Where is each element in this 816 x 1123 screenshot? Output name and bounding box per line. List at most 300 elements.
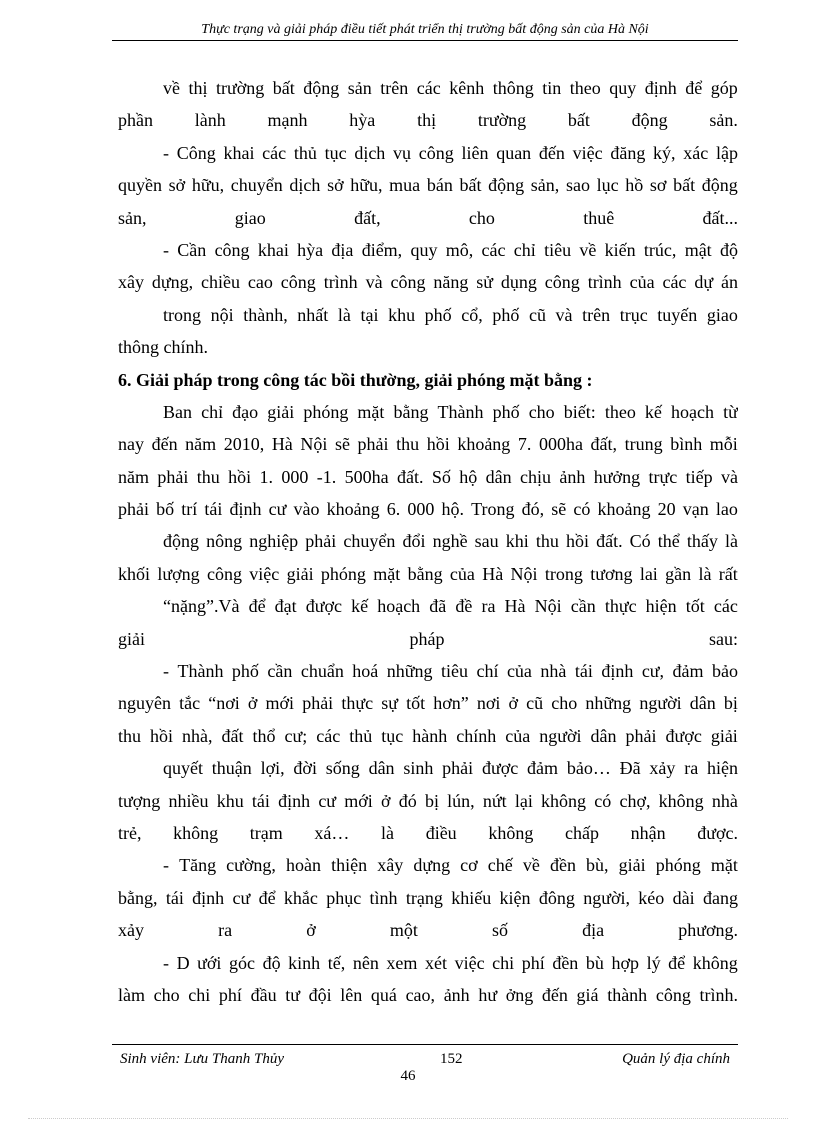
word: phải [357,434,389,455]
word: hồi [150,725,174,746]
word: trên [582,304,611,325]
word: xây [118,272,144,293]
text-line [118,72,738,104]
word: khu [216,790,244,811]
word: phóng [655,855,701,876]
word: ở [247,693,258,714]
word: nội [210,304,234,325]
word: trí [181,499,198,520]
text-line [118,104,738,136]
word: định [644,78,677,98]
word: nhận [630,822,666,843]
word: ra [481,596,496,617]
word: sản. [709,110,738,131]
word: hộ. [441,499,465,520]
word: phóng [303,401,349,422]
word: nay [118,434,144,455]
word: trạng [405,887,443,908]
word: và [365,272,383,293]
word: mật [684,239,712,260]
word: thuê [583,207,615,228]
body-text [118,72,738,1011]
word: bảo… [566,758,611,779]
word: hư [478,984,498,1005]
word: không [488,822,534,843]
word: thu [535,531,559,552]
word: giá [576,984,599,1005]
word: trực [648,466,678,487]
word: khai [257,239,289,260]
word: ảnh [559,466,586,487]
word: bị [424,790,439,811]
word: tốt [406,693,426,714]
word: Trong [471,499,515,520]
word: chỉ [201,401,224,422]
word: trường [477,110,527,131]
word: ở [381,790,391,811]
word: tục [324,142,347,163]
word: dự [694,272,714,293]
word: tin [542,78,562,98]
word: phố [424,304,452,325]
word: phí [521,952,545,973]
word: thu [396,434,420,455]
word: được [481,758,519,779]
word: thổ [252,725,276,746]
word: cũ [526,693,544,714]
word: phương. [678,920,738,941]
word: dựng [413,855,451,876]
word: phải [305,531,337,552]
word: đề [455,596,473,617]
text-line [118,590,738,622]
text-line [118,720,738,752]
word: đền [549,855,576,876]
word: hữu, [350,175,383,196]
word: công [418,142,454,163]
word: thành [607,984,648,1005]
word: xảy [649,758,676,779]
word: nhà [540,661,567,682]
word: được [665,725,702,746]
word: từ [723,401,738,422]
word: cổ, [461,304,483,325]
word: cư; [284,725,308,746]
page-edge [28,1118,788,1119]
word: sống [325,758,360,779]
word: hữu, [191,175,225,196]
word: phải [302,693,334,714]
word: lập [715,142,738,163]
word: hỳa [297,239,324,260]
word: khối [118,563,151,584]
word: sử [476,272,494,293]
word: 1. [259,466,274,487]
word: Số [431,466,451,487]
word: công [544,272,580,293]
word: để [668,952,686,973]
word: tư [285,984,300,1005]
word: hưởng [593,466,641,487]
word: phục [326,887,362,908]
word: được [305,596,343,617]
word: xác [683,142,709,163]
word: dân [689,693,716,714]
word: đến [541,984,568,1005]
word: tắc [179,693,201,714]
word: ra [218,920,233,941]
text-line [118,137,738,169]
word: chí [476,661,499,682]
word: nên [352,952,379,973]
word: đó, [521,499,545,520]
word: sản, [530,175,560,196]
word: sau [474,531,499,552]
word: chính [456,725,497,746]
word: giải [118,628,145,649]
word: cư [318,790,337,811]
word: thủ [293,142,317,163]
word: “nơi [208,693,240,714]
word: cho [153,984,180,1005]
word: mặt [357,401,385,422]
word: tình [369,887,398,908]
word: hiện [707,758,738,779]
word: tái [204,499,223,520]
word: quyền [118,175,162,196]
word: phí [218,984,242,1005]
word: Tăng [179,855,217,876]
word: thị [417,110,437,131]
word: chiều [201,272,241,293]
word: đất. [397,466,424,487]
word: tục [381,725,404,746]
word: số [491,920,508,941]
word: “nặng”.Và [163,596,240,617]
word: bán [426,175,453,196]
word: người, [583,887,630,908]
word: không [173,822,219,843]
word: nhiều [168,790,209,811]
word: động [488,175,525,196]
word: dân [485,466,512,487]
word: Thành [437,401,484,422]
word: phải [625,725,657,746]
word: dân [368,758,395,779]
word: động [701,175,738,196]
word: có [594,790,612,811]
word: quyết [163,758,203,779]
word: độ [719,239,738,260]
word: - [163,855,169,876]
word: về [579,239,597,260]
word: hộ [459,466,478,487]
word: hoạch [671,401,714,422]
text-line [118,979,738,1011]
word: và [555,304,573,325]
word: quy [410,239,438,260]
word: đời [293,758,317,779]
word: phải [442,758,474,779]
word: bù, [586,855,609,876]
text-line [118,623,738,655]
word: định [601,661,634,682]
word: hoạch [377,596,421,617]
word: động [163,531,199,552]
word: thực [604,596,637,617]
word: định [192,887,225,908]
word: nhà [711,790,738,811]
page-number: 46 [400,1068,416,1084]
word: Đã [619,758,641,779]
word: mua [389,175,421,196]
word: công [214,239,250,260]
word: đổi [402,531,426,552]
word: khu [388,304,416,325]
word: đất, [590,434,618,455]
word: năm [118,466,149,487]
word: mô, [445,239,474,260]
word: nhất [297,304,329,325]
word: phố [492,401,520,422]
word: chịu [520,466,552,487]
word: thuận [211,758,252,779]
word: bất [459,175,482,196]
word: nhà, [182,725,213,746]
word: không [658,790,704,811]
word: của [505,725,531,746]
word: lý [646,952,661,973]
word: cần [570,596,596,617]
word: chỉ [513,239,536,260]
text-line: thông chính. [118,337,208,358]
word: đã [429,596,447,617]
word: sau: [709,628,738,649]
word: mạnh [267,110,308,131]
word: khoảng [457,434,511,455]
word: là [337,304,351,325]
word: Hà [271,434,293,455]
word: hoá [352,661,379,682]
word: là [698,563,712,584]
word: 6. [386,499,401,520]
word: thị [188,78,208,98]
word: khi [505,531,529,552]
word: đến [538,142,565,163]
word: quan [496,142,532,163]
word: chi [188,984,211,1005]
text-line [118,849,738,881]
word: bình [670,434,703,455]
word: sản [347,78,372,98]
word: các [713,596,738,617]
word: sơ [649,175,667,196]
word: để [258,887,276,908]
footer-page: 152 [440,1051,463,1067]
word: lên [340,984,363,1005]
word: giao [234,207,266,228]
word: án [720,272,738,293]
word: 7. [517,434,532,455]
word: đang [702,887,738,908]
section-heading: 6. Giải pháp trong công tác bồi thường, giải phóng mặt bằng : [118,369,593,390]
word: dựng, [151,272,194,293]
word: ở [508,693,519,714]
word: dài [672,887,695,908]
word: tái [251,790,270,811]
word: bố [156,499,175,520]
word: cường, [226,855,276,876]
word: hơn” [433,693,469,714]
text-line [118,493,738,525]
word: -1. [316,466,337,487]
word: việc [249,563,280,584]
word: bằng [393,401,429,422]
word: giải [710,725,738,746]
word: bị [723,693,738,714]
word: 500ha [344,466,389,487]
word: tuyến [657,304,698,325]
word: khắc [283,887,318,908]
word: đông [538,887,575,908]
word: đất [221,725,244,746]
word: sản, [118,207,147,228]
word: tế, [327,952,346,973]
word: cư [232,887,251,908]
word: trúc, [643,239,677,260]
word: 20 [657,499,676,520]
word: Nội [300,434,328,455]
word: Công [176,142,216,163]
word: các [416,78,441,98]
word: tốt [685,596,705,617]
word: nứt [482,790,507,811]
word: nguyên [118,693,171,714]
word: đến [151,434,178,455]
word: Có [629,531,651,552]
text-line [118,817,738,849]
word: giải [618,855,646,876]
text-line [118,785,738,817]
word: địa [331,239,354,260]
word: - [163,952,169,973]
word: khiếu [451,887,492,908]
word: đảm [672,661,704,682]
word: việc [454,952,485,973]
word: trong [163,304,201,325]
word: thấy [686,531,718,552]
word: thể [657,531,680,552]
text-line [118,299,738,331]
text-line [118,558,738,590]
text-line [118,655,738,687]
word: kế [644,401,662,422]
word: dân [590,725,617,746]
word: vụ [393,142,412,163]
word: lục [596,175,619,196]
word: tiêu [441,661,468,682]
footer-student: Sinh viên: Lưu Thanh Thủy [120,1051,285,1067]
word: nghề [432,531,468,552]
word: kinh [288,952,321,973]
word: và [720,466,738,487]
word: đạo [232,401,259,422]
word: mới [265,693,295,714]
text-line [118,525,738,557]
word: công [390,272,426,293]
text-line [118,234,738,266]
word: sự [381,693,398,714]
word: xét [425,952,447,973]
text-line [118,169,738,201]
word: về [522,855,540,876]
word: của [629,272,655,293]
word: D [176,952,190,973]
word: bất [272,78,295,98]
footer-divider [112,1044,738,1045]
word: khai [223,142,255,163]
word: lai [639,563,658,584]
word: một [389,920,418,941]
word: cư [268,499,287,520]
word: vào [293,499,320,520]
word: người [639,693,682,714]
word: hồ [625,175,644,196]
word: trình [587,272,622,293]
word: mặt [373,563,401,584]
word: thông [492,78,534,98]
word: mới [344,790,373,811]
word: đội [308,984,332,1005]
word: gần [665,563,692,584]
word: đăng [610,142,646,163]
footer-department: Quản lý địa chính [622,1051,730,1067]
text-line [118,914,738,946]
word: sinh [403,758,434,779]
word: Nội [510,563,538,584]
word: tái [165,887,184,908]
word: đó [398,790,417,811]
word: thực [341,693,374,714]
word: độ [262,952,281,973]
word: Ban [163,401,192,422]
word: dịch [289,175,321,196]
word: góp [710,78,738,98]
word: chợ, [619,790,651,811]
word: vạn [682,499,709,520]
word: lượng [157,563,200,584]
word: tương [590,563,633,584]
word: lại [514,790,533,811]
word: bằng, [118,887,158,908]
word: kênh [449,78,485,98]
word: đất. [596,531,623,552]
word: địa [582,920,605,941]
word: theo [569,78,601,98]
word: phần [118,110,153,131]
text-line [118,687,738,719]
word: lợi, [260,758,285,779]
word: động [631,110,668,131]
word: Hà [504,596,526,617]
word: ký, [653,142,676,163]
word: của [449,563,475,584]
text-line [118,752,738,784]
word: khoảng [326,499,380,520]
word: trên [380,78,409,98]
word: hồi [426,434,450,455]
word: các [316,725,341,746]
